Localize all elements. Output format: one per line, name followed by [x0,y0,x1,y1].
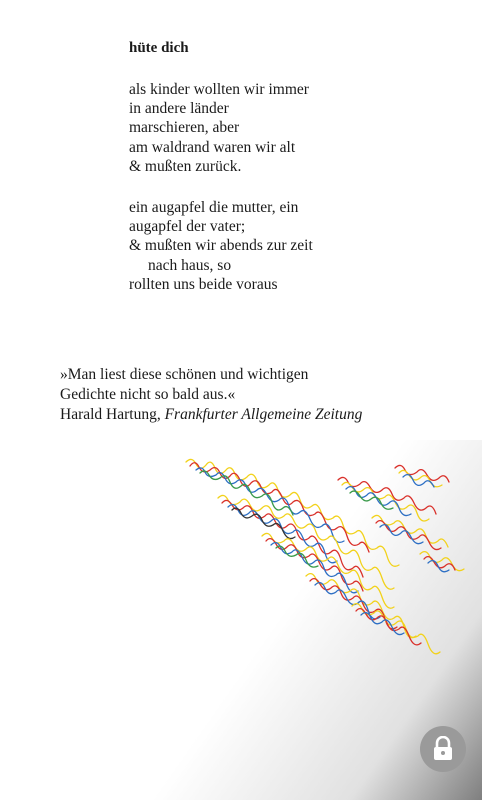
poem-line: rollten uns beide voraus [129,275,278,293]
review-line-1: »Man liest diese schönen und wichtigen [60,366,309,383]
review-source: Frankfurter Allgemeine Zeitung [164,406,363,423]
review-attribution [60,405,470,425]
poem-line: & mußten zurück. [129,157,242,175]
scribble-stroke-5 [352,604,440,654]
stanza-1 [129,80,459,176]
scribble-stroke-6 [338,465,449,521]
scribble-stroke-7 [372,515,464,571]
poem-line: & mußten wir abends zur zeit [129,237,313,255]
poem [129,38,459,294]
poem-line: nach haus, so [148,256,232,274]
scribble-stroke-1 [186,459,399,566]
lock-badge [420,726,466,772]
scribble-stroke-3 [262,533,394,608]
lock-icon [432,736,454,762]
review-quote [60,365,470,425]
poem-line: ein augapfel die mutter, ein [129,199,299,217]
scribble-artwork [0,440,482,800]
poem-line: am waldrand waren wir alt [129,138,296,156]
poem-line: als kinder wollten wir immer [129,81,309,98]
stanza-2 [129,198,459,294]
poem-line: marschieren, aber [129,119,240,137]
review-author: Harald Hartung, [60,406,165,423]
review-line-2: Gedichte nicht so bald aus.« [60,386,236,403]
poem-line: augapfel der vater; [129,218,246,236]
poem-line: in andere länder [129,100,229,118]
poem-title: hüte dich [129,40,189,56]
